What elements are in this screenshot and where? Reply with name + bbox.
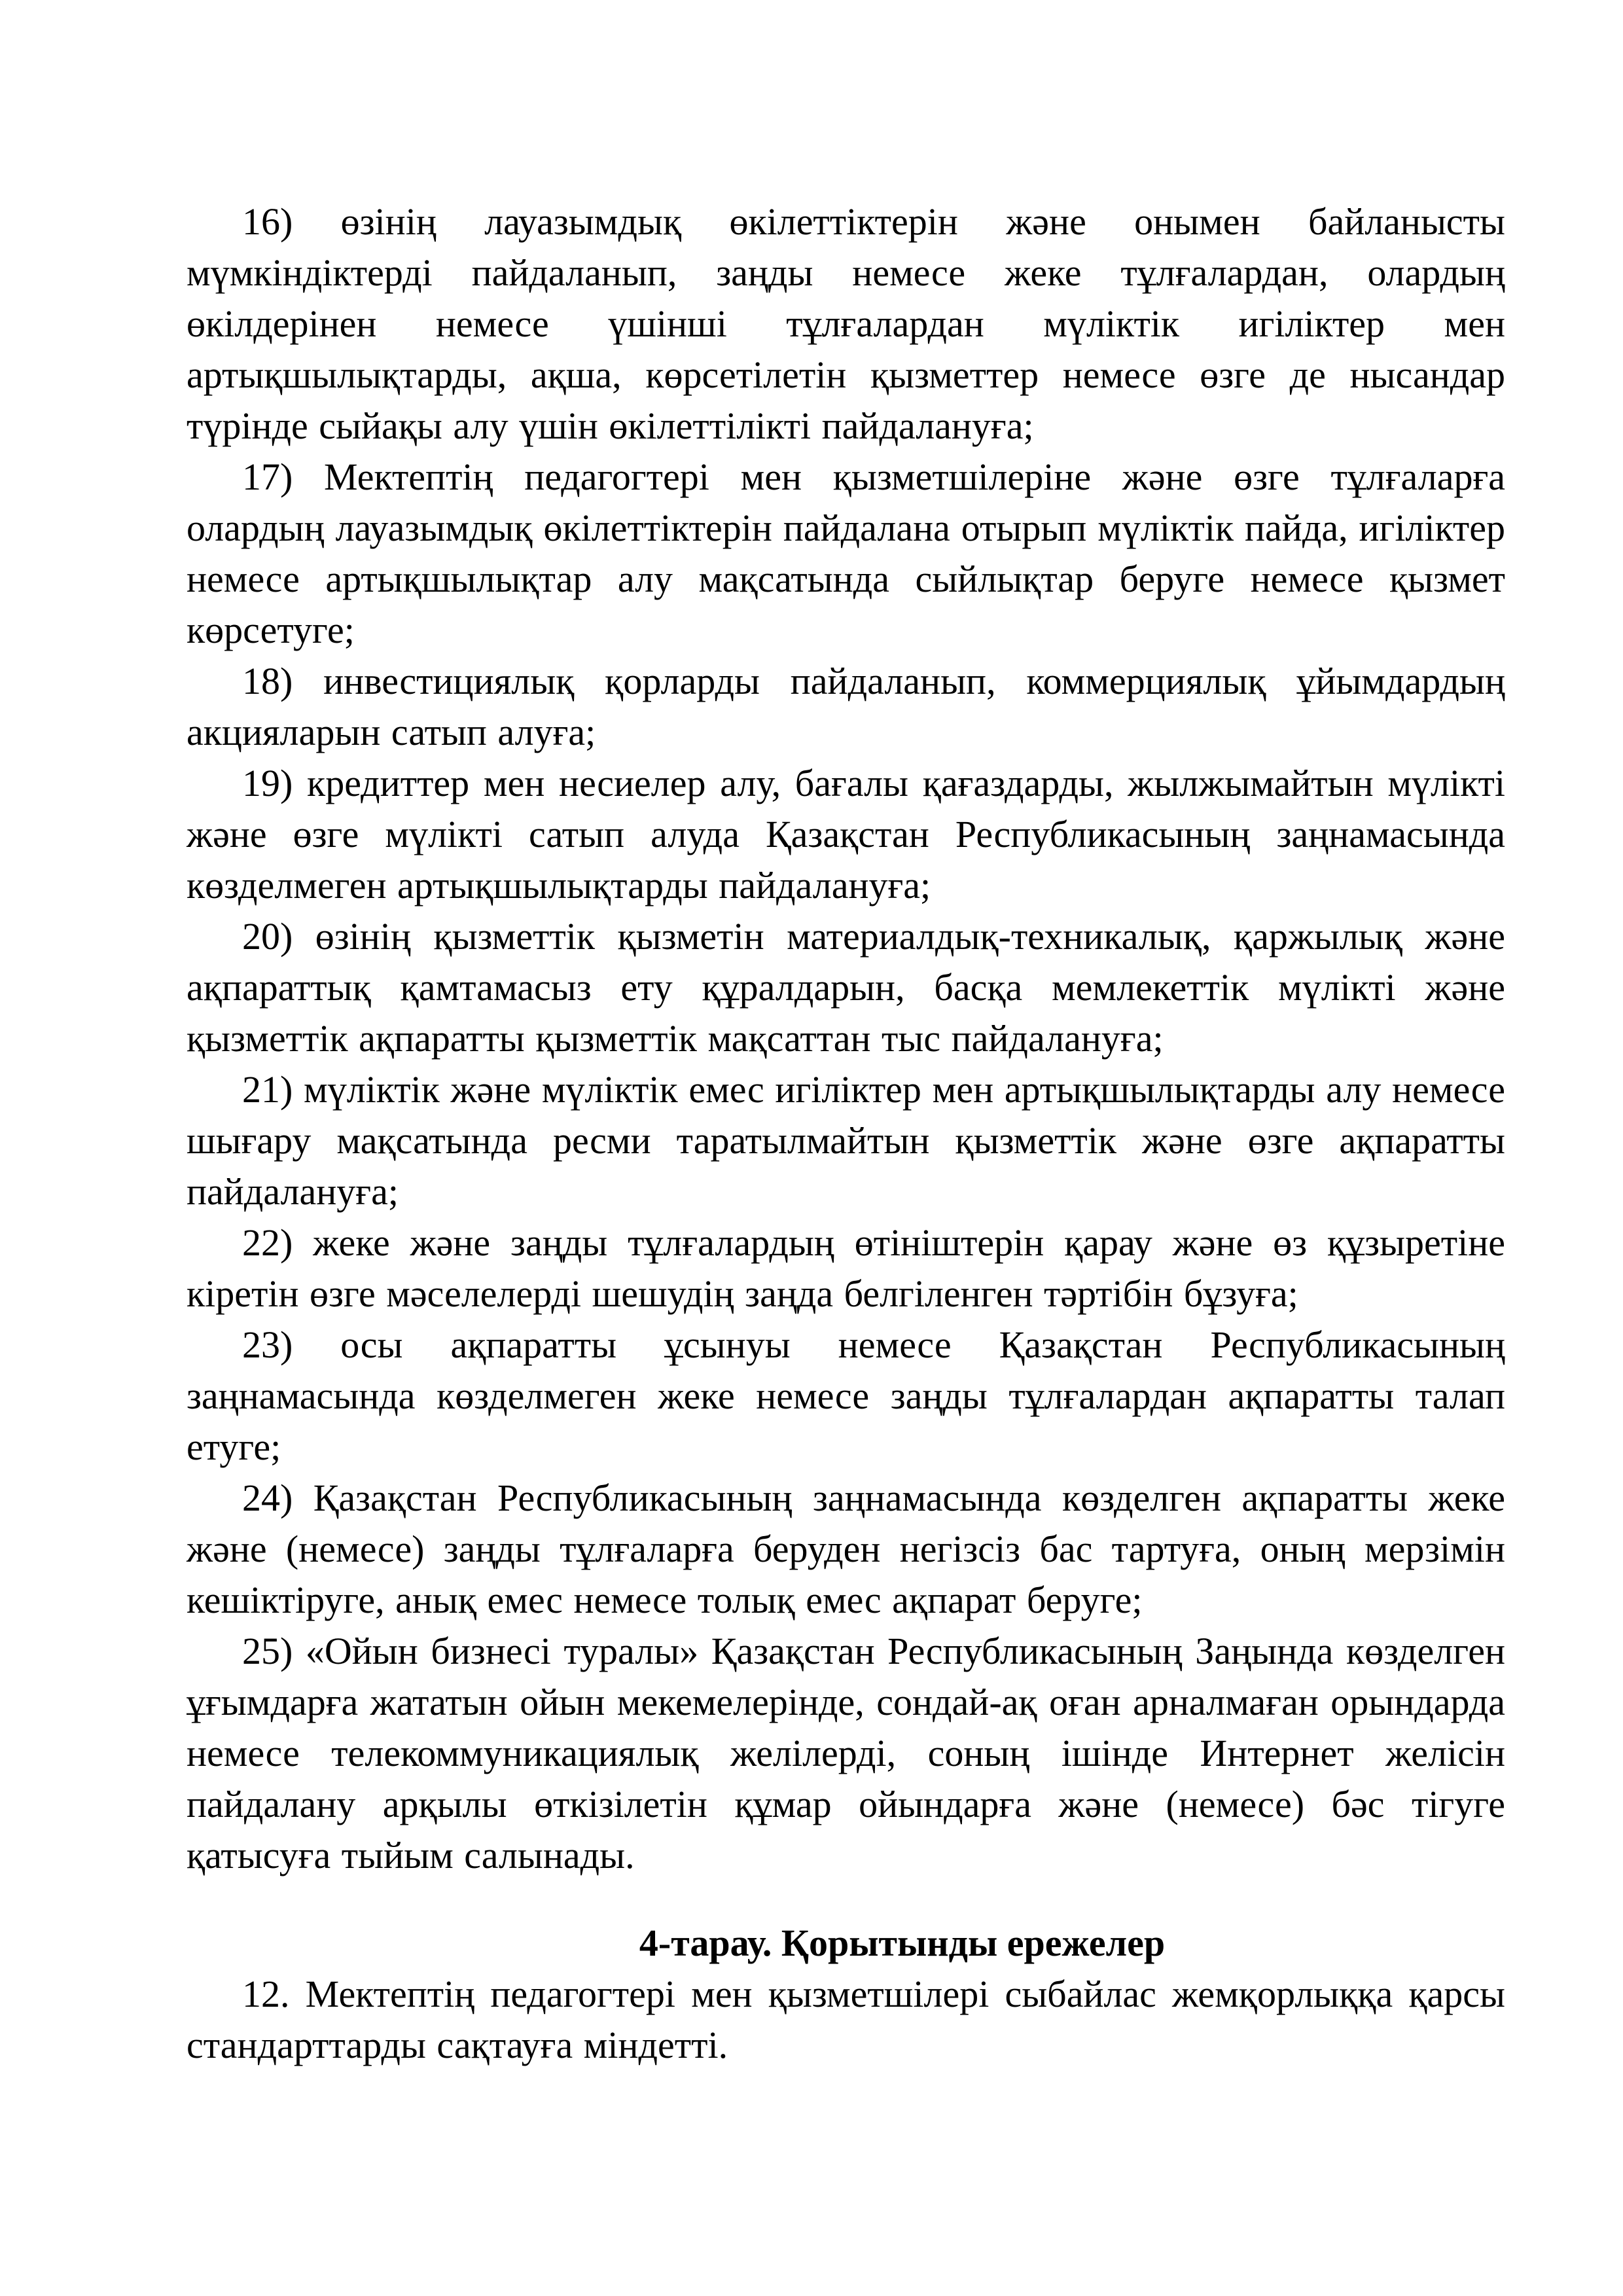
paragraph-item-17: 17) Мектептің педагогтері мен қызметшілеріне және өзге тұлғаларға олардың лауазымдық өкілеттіктерін пайдалана отырып мүліктік пайда, игіліктер немесе артықшылықтар алу мақсатында сыйлықтар беруге немесе қызмет көрсетуге; (187, 456, 1505, 651)
paragraph-item-18: 18) инвестициялық қорларды пайдаланып, коммерциялық ұйымдардың акцияларын сатып алуға; (187, 660, 1505, 753)
paragraph-item-22: 22) жеке және заңды тұлғалардың өтініштерін қарау және өз құзыретіне кіретін өзге мәселелерді шешудің заңда белгіленген тәртібін бұзуға; (187, 1221, 1505, 1315)
paragraph-item-25: 25) «Ойын бизнесі туралы» Қазақстан Республикасының Заңында көзделген ұғымдарға жататын ойын мекемелерінде, сондай-ақ оған арналмаған орындарда немесе телекоммуникациялық желілерді, соның ішінде Интернет желісін пайдалану арқылы өткізілетін құмар ойындарға және (немесе) бәс тігуге қатысуға тыйым салынады. (187, 1630, 1505, 1876)
chapter-heading: 4-тарау. Қорытынды ережелер (639, 1922, 1166, 1964)
paragraph-item-19: 19) кредиттер мен несиелер алу, бағалы қағаздарды, жылжымайтын мүлікті және өзге мүлікті сатып алуда Қазақстан Республикасының заңнамасында көзделмеген артықшылықтарды пайдалануға; (187, 762, 1505, 906)
paragraph-item-12: 12. Мектептің педагогтері мен қызметшілері сыбайлас жемқорлыққа қарсы стандарттарды сақтауға міндетті. (187, 1973, 1505, 2066)
document-body (187, 196, 1505, 2071)
paragraph-item-23: 23) осы ақпаратты ұсынуы немесе Қазақстан Республикасының заңнамасында көзделмеген жеке немесе заңды тұлғалардан ақпаратты талап етуге; (187, 1323, 1505, 1468)
paragraph-item-21: 21) мүліктік және мүліктік емес игіліктер мен артықшылықтарды алу немесе шығару мақсатында ресми таратылмайтын қызметтік және өзге ақпаратты пайдалануға; (187, 1068, 1505, 1213)
paragraph-item-24: 24) Қазақстан Республикасының заңнамасында көзделген ақпаратты жеке және (немесе) заңды тұлғаларға беруден негізсіз бас тартуға, оның мерзімін кешіктіруге, анық емес немесе толық емес ақпарат беруге; (187, 1477, 1505, 1621)
paragraph-item-16: 16) өзінің лауазымдық өкілеттіктерін және онымен байланысты мүмкіндіктерді пайдаланып, заңды немесе жеке тұлғалардан, олардың өкілдерінен немесе үшінші тұлғалардан мүліктік игіліктер мен артықшылықтарды, ақша, көрсетілетін қызметтер немесе өзге де нысандар түрінде сыйақы алу үшін өкілеттілікті пайдалануға; (187, 200, 1505, 447)
paragraph-item-20: 20) өзінің қызметтік қызметін материалдық-техникалық, қаржылық және ақпараттық қамтамасыз ету құралдарын, басқа мемлекеттік мүлікті және қызметтік ақпаратты қызметтік мақсаттан тыс пайдалануға; (187, 915, 1505, 1060)
